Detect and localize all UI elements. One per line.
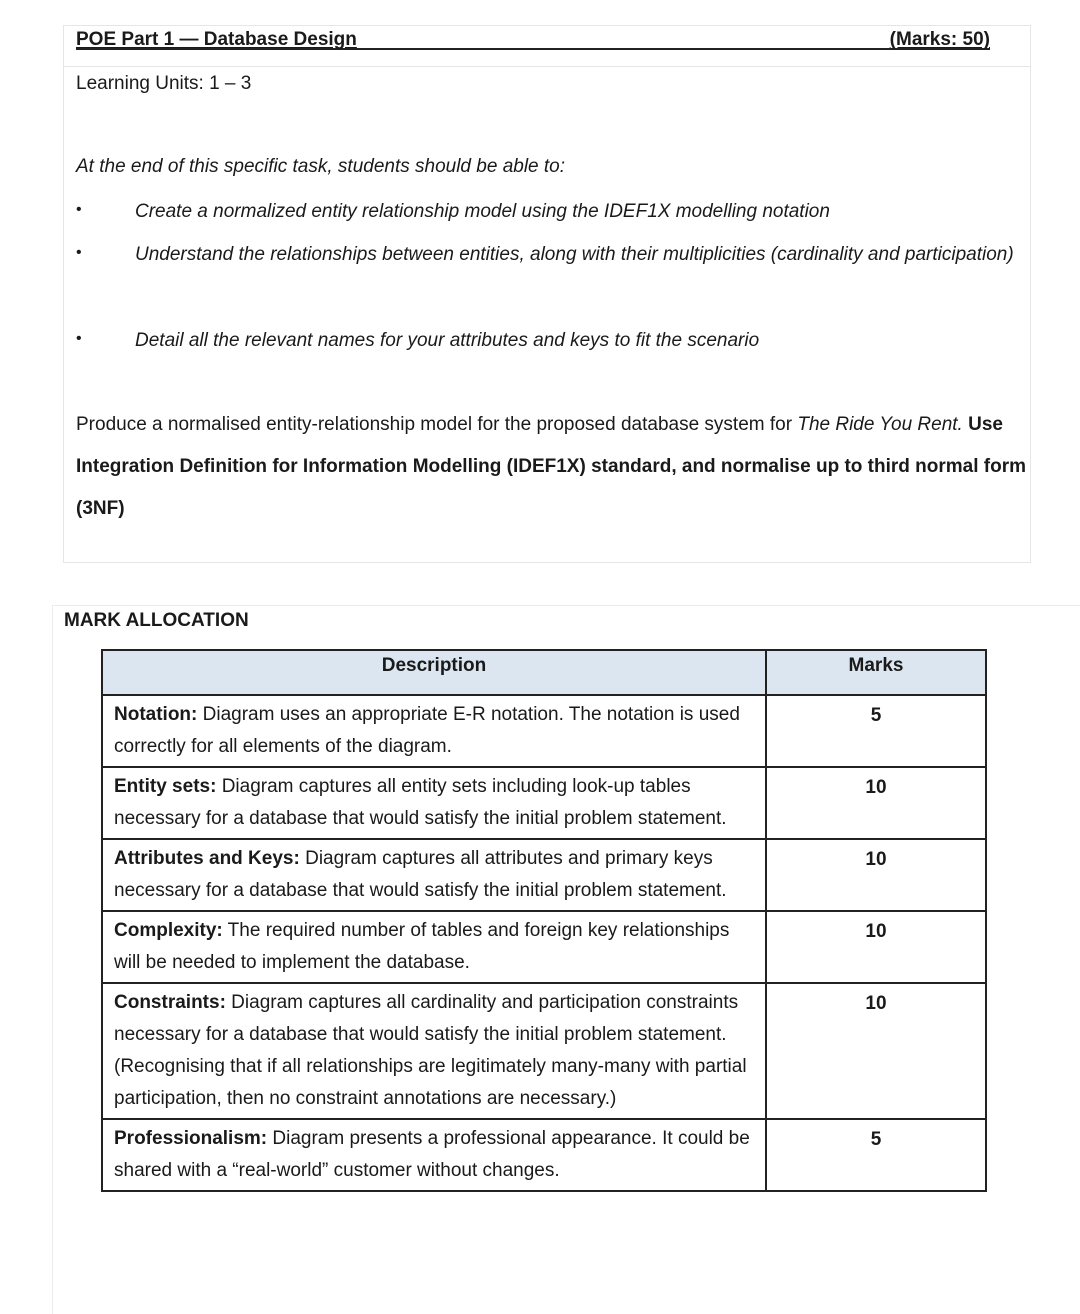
row-description	[102, 983, 766, 1119]
page-edge-horizontal	[52, 605, 1080, 606]
company-name: The Ride You Rent	[797, 414, 958, 435]
row-marks: 10	[766, 983, 986, 1119]
mark-allocation-heading: MARK ALLOCATION	[64, 610, 249, 631]
document-header	[76, 28, 990, 50]
header-divider	[63, 66, 1031, 67]
bullet-icon: •	[76, 330, 82, 347]
outcome-item: Detail all the relevant names for your attributes and keys to fit the scenario	[135, 330, 760, 351]
row-marks: 10	[766, 767, 986, 839]
outcomes-intro: At the end of this specific task, students should be able to:	[76, 156, 566, 177]
column-header-description: Description	[102, 650, 766, 695]
table-row	[102, 1119, 986, 1191]
row-marks: 5	[766, 695, 986, 767]
total-marks: (Marks: 50)	[889, 29, 990, 50]
task-instruction: Use Integration Definition for Information Modelling (IDEF1X) standard, and normalise up to third normal form (3NF)	[76, 414, 1027, 519]
row-marks: 10	[766, 911, 986, 983]
table-row	[102, 983, 986, 1119]
table-row	[102, 695, 986, 767]
outcome-item: Create a normalized entity relationship model using the IDEF1X modelling notation	[135, 201, 830, 222]
criterion-label: Attributes and Keys:	[114, 848, 300, 869]
table-row	[102, 839, 986, 911]
page-edge-vertical	[52, 605, 53, 1314]
bullet-icon: •	[76, 244, 82, 261]
criterion-text: Diagram captures all attributes and primary keys necessary for a database that would satisfy the initial problem statement.	[114, 848, 727, 901]
row-marks: 5	[766, 1119, 986, 1191]
table-header-row	[102, 650, 986, 695]
criterion-text: Diagram uses an appropriate E-R notation. The notation is used correctly for all elements of the diagram.	[114, 704, 740, 757]
row-description	[102, 911, 766, 983]
learning-units: Learning Units: 1 – 3	[76, 73, 252, 94]
criterion-text: Diagram captures all cardinality and participation constraints necessary for a database that would satisfy the initial problem statement. (Recognising that if all relationships are legitimately many-many with partial participation, then no constraint annotations are necessary.)	[114, 992, 747, 1109]
criterion-text: Diagram presents a professional appearance. It could be shared with a “real-world” customer without changes.	[114, 1128, 750, 1181]
table-row	[102, 911, 986, 983]
row-description	[102, 695, 766, 767]
row-description	[102, 767, 766, 839]
document-title: POE Part 1 — Database Design	[76, 29, 357, 50]
criterion-label: Notation:	[114, 704, 198, 725]
column-header-marks: Marks	[766, 650, 986, 695]
criterion-text: The required number of tables and foreign key relationships will be needed to implement the database.	[114, 920, 730, 973]
task-description	[76, 404, 1026, 530]
criterion-label: Constraints:	[114, 992, 226, 1013]
row-description	[102, 1119, 766, 1191]
outcome-item: Understand the relationships between entities, along with their multiplicities (cardinality and participation)	[135, 244, 1014, 265]
row-marks: 10	[766, 839, 986, 911]
criterion-label: Complexity:	[114, 920, 223, 941]
criterion-label: Professionalism:	[114, 1128, 268, 1149]
row-description	[102, 839, 766, 911]
criterion-text: Diagram captures all entity sets including look-up tables necessary for a database that would satisfy the initial problem statement.	[114, 776, 727, 829]
bullet-icon: •	[76, 201, 82, 218]
task-period: .	[957, 414, 963, 435]
mark-allocation-table	[101, 649, 987, 1192]
criterion-label: Entity sets:	[114, 776, 217, 797]
task-lead-text: Produce a normalised entity-relationship model for the proposed database system for	[76, 414, 798, 435]
table-row	[102, 767, 986, 839]
